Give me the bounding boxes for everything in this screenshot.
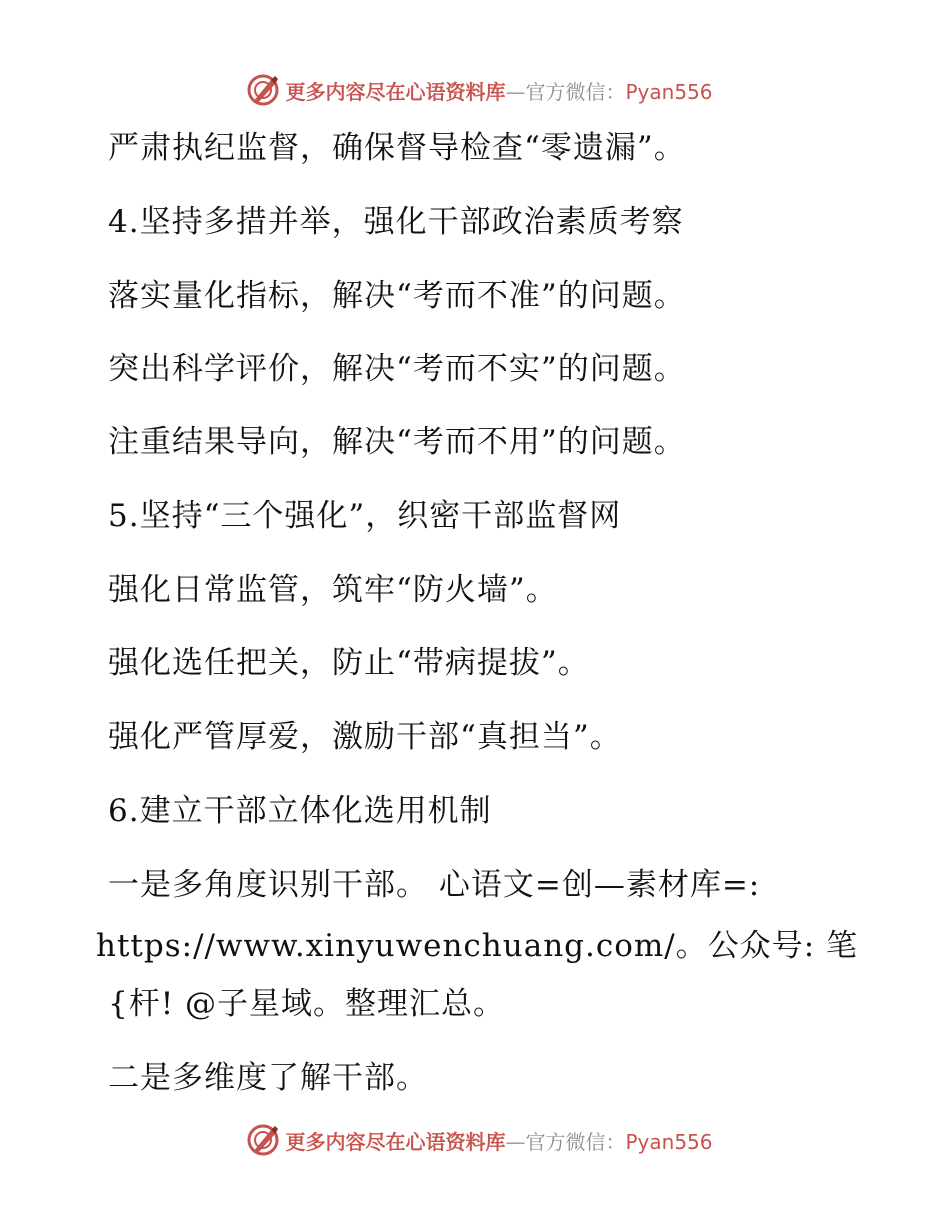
text-line: 落实量化指标，解决“考而不准”的问题。 bbox=[108, 278, 686, 314]
footer-banner-text bbox=[285, 1126, 712, 1155]
section-heading: 4.坚持多措并举，强化干部政治素质考察 bbox=[108, 204, 684, 240]
text-line: 一是多角度识别干部。 心语文=创—素材库=: bbox=[108, 867, 761, 903]
text-line: 强化选任把关，防止“带病提拔”。 bbox=[108, 645, 590, 681]
footer-banner bbox=[0, 1120, 950, 1160]
text-line: 强化严管厚爱，激励干部“真担当”。 bbox=[108, 719, 622, 755]
banner-wechat-id: Pyan556 bbox=[625, 1129, 713, 1154]
banner-official-label: 官方微信： bbox=[525, 79, 626, 104]
pen-logo-icon bbox=[245, 1122, 281, 1158]
banner-main-text: 更多内容尽在心语资料库 bbox=[285, 79, 506, 104]
text-line: 严肃执纪监督，确保督导检查“零遗漏”。 bbox=[108, 130, 686, 166]
text-line: 突出科学评价，解决“考而不实”的问题。 bbox=[108, 351, 686, 387]
banner-official-label: 官方微信： bbox=[525, 1129, 626, 1154]
header-banner bbox=[0, 70, 950, 110]
header-banner-text bbox=[285, 76, 712, 105]
text-line: 强化日常监管，筑牢“防火墙”。 bbox=[108, 572, 558, 608]
header-banner-inner bbox=[245, 72, 712, 108]
text-line: {杆! @子星域。整理汇总。 bbox=[108, 986, 506, 1022]
footer-banner-inner bbox=[245, 1122, 712, 1158]
banner-dash: — bbox=[505, 1129, 526, 1154]
text-line-url: https://www.xinyuwenchuang.com/。公众号: 笔 bbox=[96, 928, 859, 964]
banner-dash: — bbox=[505, 79, 526, 104]
section-heading: 6.建立干部立体化选用机制 bbox=[108, 793, 492, 829]
pen-logo-icon bbox=[245, 72, 281, 108]
banner-main-text: 更多内容尽在心语资料库 bbox=[285, 1129, 506, 1154]
text-line: 二是多维度了解干部。 bbox=[108, 1060, 428, 1096]
section-heading: 5.坚持“三个强化”，织密干部监督网 bbox=[108, 498, 622, 534]
banner-wechat-id: Pyan556 bbox=[625, 79, 713, 104]
text-line: 注重结果导向，解决“考而不用”的问题。 bbox=[108, 424, 686, 460]
